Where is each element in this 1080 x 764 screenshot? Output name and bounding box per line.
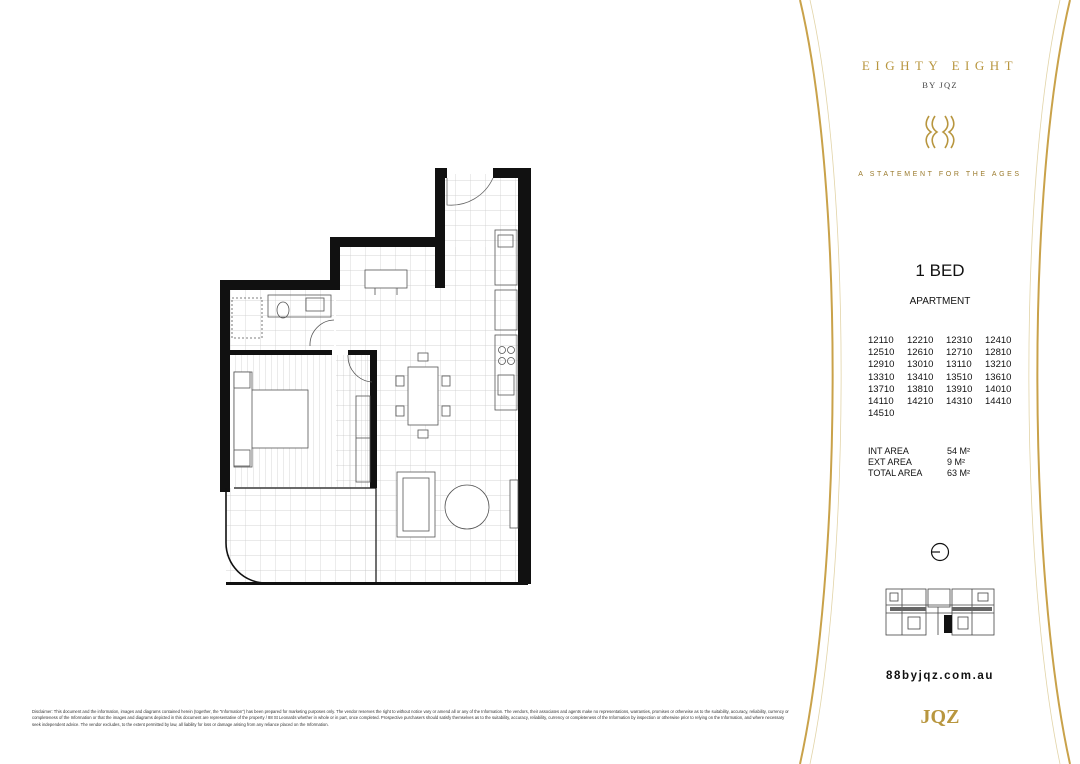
unit-number: 13810 [907,383,934,395]
area-value: 54 M² [947,446,971,456]
unit-number: 14110 [868,396,894,408]
area-row [868,457,1018,468]
area-label: EXT AREA [868,457,912,467]
unit-number: 13110 [946,359,972,371]
unit-number: 13710 [868,383,895,395]
area-value: 9 M² [947,457,965,467]
area-row [868,446,1018,457]
unit-number: 13310 [868,371,895,383]
unit-number: 14410 [985,396,1012,408]
unit-number: 12610 [907,347,934,359]
unit-number: 12810 [985,347,1012,359]
unit-number: 13610 [985,371,1012,383]
area-label: TOTAL AREA [868,468,923,478]
floor-plan [200,150,560,600]
brand-subtitle: BY JQZ [922,80,958,90]
unit-subtype: APARTMENT [909,296,971,307]
north-arrow-icon [929,541,951,563]
area-label: INT AREA [868,446,909,456]
unit-number: 14210 [907,396,934,408]
unit-number: 12910 [868,359,895,371]
unit-number-list [868,335,1038,420]
unit-number: 13510 [946,371,973,383]
jqz-logo-text: JQZ [920,706,960,728]
unit-number: 12210 [907,335,934,346]
area-value: 63 M² [947,468,971,478]
unit-number: 13410 [907,371,934,383]
unit-number: 12410 [985,335,1012,346]
unit-number: 14310 [946,396,973,408]
area-table [868,446,1018,479]
area-row [868,468,1018,479]
disclaimer-text: Disclaimer: This document and the information, images and diagrams contained herein (together, the "Information") has been prepared for marketing purposes only. The vendor reserves the right to without notice vary or amend all or any of the Information. The vendors, their associates and agents make no representations, warranties, promises or otherwise as to the suitability, accuracy, reliability, currency or completeness of the Information or that the images and diagrams depicted in this document are representative of the property / 88 St Leonards whether in whole or in part, once completed. Prospective purchasers should satisfy themselves as to the suitability, accuracy, reliability, currency or completeness of the Information by inspection or otherwise prior to relying on the Information, and where necessary seek independent advice. The vendor excludes, to the extent permitted by law, all liability for loss or damage arising from any reliance placed on the Information. [32,709,789,727]
jqz-logo [918,701,962,731]
unit-number: 12710 [946,347,973,359]
unit-number: 13010 [907,359,934,371]
unit-number: 13210 [985,359,1012,371]
website-url[interactable]: 88byjqz.com.au [885,670,995,682]
key-plan-map [882,585,998,640]
unit-number: 14010 [985,383,1012,395]
unit-number: 12310 [946,335,973,346]
unit-number: 12510 [868,347,895,359]
unit-type-heading: 1 BED [915,261,965,280]
unit-number: 12110 [868,335,894,346]
monogram-logo-icon [923,112,957,152]
unit-number: 14510 [868,408,895,420]
tagline: A STATEMENT FOR THE AGES [858,171,1022,178]
brand-name: EIGHTY EIGHT [861,58,1019,73]
unit-number: 13910 [946,383,973,395]
